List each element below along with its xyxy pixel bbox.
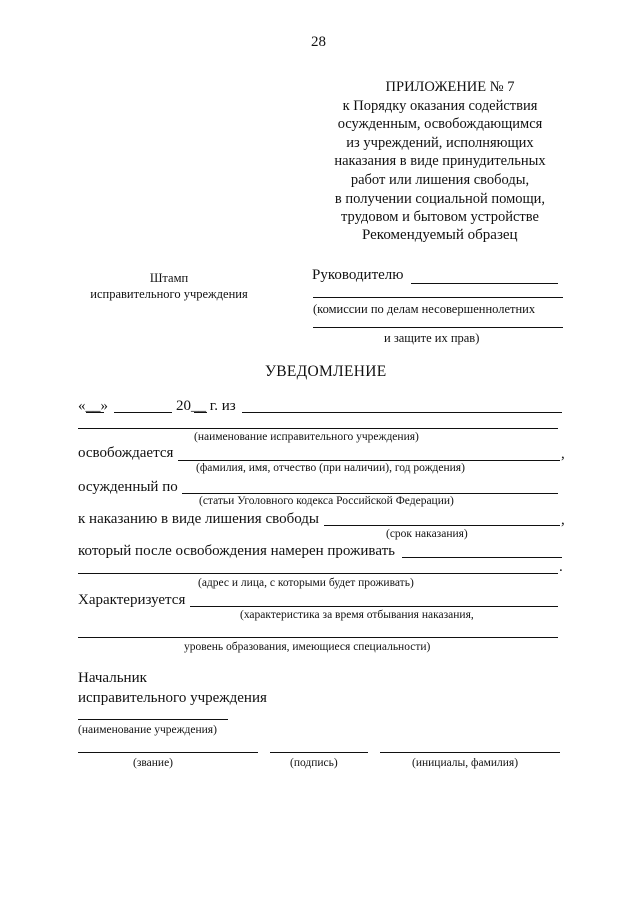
character-field-2[interactable] <box>78 637 558 638</box>
appendix-line: в получении социальной помощи, <box>334 190 546 207</box>
character-label: Характеризуется <box>78 592 186 608</box>
addressee-hint-2: и защите их прав) <box>384 331 480 345</box>
addressee-hint-1: (комиссии по делам несовершеннолетних <box>313 302 536 316</box>
date-year-label: 20__ г. из <box>176 398 236 414</box>
month-field[interactable] <box>114 412 172 413</box>
addressee-field-3[interactable] <box>313 327 563 328</box>
rank-field[interactable] <box>78 752 258 753</box>
appendix-line: из учреждений, исполняющих <box>346 134 534 151</box>
date-day: «__» <box>78 398 108 414</box>
appendix-line: осужденным, освобождающимся <box>337 116 543 133</box>
character-hint-2: уровень образования, имеющиеся специальности) <box>184 641 431 653</box>
addressee-label: Руководителю <box>312 267 404 283</box>
released-hint: (фамилия, имя, отчество (при наличии), год рождения) <box>196 462 465 474</box>
appendix-line: наказания в виде принудительных <box>334 153 546 170</box>
initials-field[interactable] <box>380 752 560 753</box>
sentence-label: к наказанию в виде лишения свободы <box>78 511 319 527</box>
institution-name-field[interactable] <box>78 719 228 720</box>
stamp-placeholder <box>78 270 260 302</box>
comma: , <box>561 512 565 528</box>
residence-label: который после освобождения намерен проживать <box>78 543 395 559</box>
sentence-hint: (срок наказания) <box>386 528 468 540</box>
institution-field[interactable] <box>242 412 562 413</box>
page-number: 28 <box>311 34 326 50</box>
comma: , <box>561 446 565 462</box>
appendix-line: к Порядку оказания содействия <box>342 97 538 114</box>
convicted-field[interactable] <box>182 493 558 494</box>
stamp-line1: Штамп <box>149 271 189 285</box>
head-label-1: Начальник <box>78 670 147 686</box>
appendix-line: трудовом и бытовом устройстве <box>341 209 539 226</box>
institution-hint: (наименование исправительного учреждения) <box>194 431 419 443</box>
released-field[interactable] <box>178 460 560 461</box>
character-hint-1: (характеристика за время отбывания наказания, <box>240 609 474 621</box>
sample-note: Рекомендуемый образец <box>362 227 518 243</box>
addressee-field[interactable] <box>411 283 558 284</box>
character-field[interactable] <box>190 606 558 607</box>
addressee-field-2[interactable] <box>313 297 563 298</box>
institution-name-hint: (наименование учреждения) <box>78 724 217 736</box>
appendix-header <box>300 78 580 227</box>
appendix-line: работ или лишения свободы, <box>350 171 530 188</box>
stamp-line2: исправительного учреждения <box>90 287 248 301</box>
residence-field-2[interactable] <box>78 573 558 574</box>
residence-field[interactable] <box>402 557 562 558</box>
document-title: УВЕДОМЛЕНИЕ <box>265 363 387 380</box>
year-field[interactable] <box>194 412 207 413</box>
appendix-heading: ПРИЛОЖЕНИЕ № 7 <box>385 79 515 95</box>
head-label-2: исправительного учреждения <box>78 690 267 706</box>
released-label: освобождается <box>78 445 174 461</box>
convicted-hint: (статьи Уголовного кодекса Российской Федерации) <box>199 495 454 507</box>
signature-hint: (подпись) <box>290 757 338 769</box>
signature-field[interactable] <box>270 752 368 753</box>
rank-hint: (звание) <box>133 757 173 769</box>
period: . <box>559 559 563 575</box>
day-field[interactable] <box>86 412 104 413</box>
institution-field-2[interactable] <box>78 428 558 429</box>
convicted-label: осужденный по <box>78 479 178 495</box>
residence-hint: (адрес и лица, с которыми будет проживать) <box>198 577 414 589</box>
sentence-field[interactable] <box>324 525 560 526</box>
initials-hint: (инициалы, фамилия) <box>412 757 519 769</box>
